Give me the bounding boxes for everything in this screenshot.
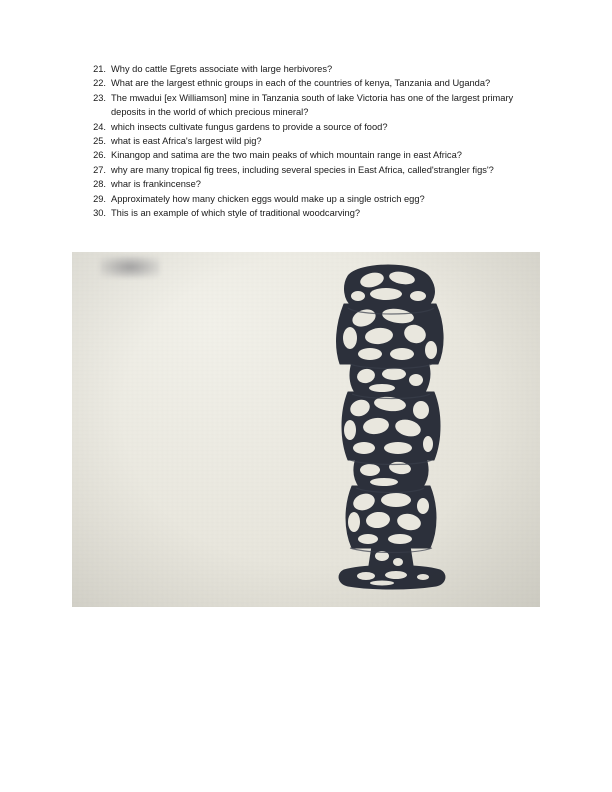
question-number: 26. [93, 150, 106, 161]
question-number: 21. [93, 64, 106, 74]
list-item [88, 120, 538, 134]
question-number: 24. [93, 121, 106, 132]
question-number: 28. [93, 179, 106, 190]
question-number: 30. [93, 208, 106, 219]
question-text: why are many tropical fig trees, including several species in East Africa, called'strangler figs'? [111, 164, 494, 175]
question-number: 23. [93, 92, 106, 103]
list-item [88, 91, 538, 120]
list-item [88, 163, 538, 177]
list-item [88, 206, 538, 220]
question-number: 22. [93, 78, 106, 89]
question-text: The mwadui [ex Williamson] mine in Tanzania south of lake Victoria has one of the largest primary deposits in the world of which precious mineral? [111, 92, 514, 118]
question-text: Approximately how many chicken eggs would make up a single ostrich egg? [111, 193, 425, 204]
traditional-woodcarving-photo [72, 252, 540, 607]
question-text: Why do cattle Egrets associate with large herbivores? [111, 64, 333, 74]
list-item [88, 192, 538, 206]
list-item [88, 134, 538, 148]
question-text: What are the largest ethnic groups in each of the countries of kenya, Tanzania and Uganda? [111, 78, 491, 89]
question-number: 25. [93, 136, 106, 147]
list-item [88, 177, 538, 191]
question-number: 29. [93, 193, 106, 204]
question-text: what is east Africa's largest wild pig? [111, 136, 262, 147]
list-item [88, 76, 538, 90]
question-number: 27. [93, 164, 106, 175]
question-text: which insects cultivate fungus gardens to provide a source of food? [111, 121, 388, 132]
photo-vignette [72, 252, 540, 607]
question-text: whar is frankincense? [111, 179, 201, 190]
list-item [88, 148, 538, 162]
question-text: Kinangop and satima are the two main peaks of which mountain range in east Africa? [111, 150, 462, 161]
question-text: This is an example of which style of traditional woodcarving? [111, 208, 361, 219]
list-item [88, 62, 538, 76]
question-list [88, 62, 538, 220]
